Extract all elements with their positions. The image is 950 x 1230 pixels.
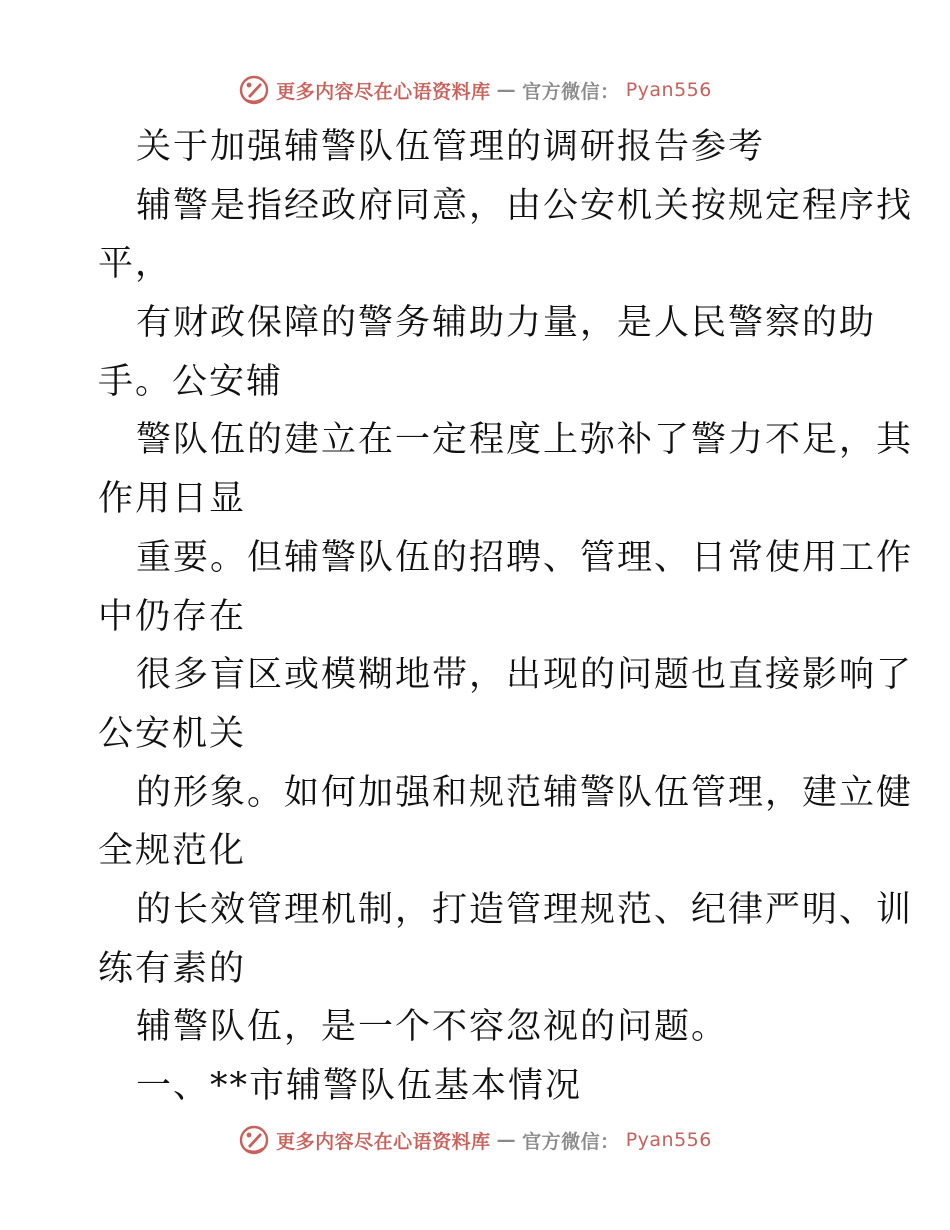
seal-logo-icon [238,74,270,106]
header-watermark [0,70,950,110]
text-line: 全规范化 [98,831,247,872]
section-heading: 一、**市辅警队伍基本情况 [136,1066,583,1106]
watermark-group [238,74,712,106]
text-line: 练有素的 [98,948,247,989]
watermark-wechat-id: Pyan556 [625,79,712,101]
text-line: 平， [98,244,173,285]
document-title: 关于加强辅警队伍管理的调研报告参考 [136,127,766,167]
text-line: 警队伍的建立在一定程度上弥补了警力不足，其 [136,420,914,461]
text-line: 辅警队伍，是一个不容忽视的问题。 [136,1007,729,1048]
text-line: 公安机关 [98,713,247,754]
watermark-brand: 更多内容尽在心语资料库 [276,80,491,103]
watermark-separator: — [496,1129,517,1151]
text-line: 中仍存在 [98,596,247,637]
watermark-wechat-id: Pyan556 [625,1129,712,1151]
watermark-brand: 更多内容尽在心语资料库 [276,1130,491,1153]
watermark-wechat-label: 官方微信： [522,80,620,103]
document-body [98,118,914,1116]
text-line: 手。公安辅 [98,361,284,402]
footer-watermark [0,1120,950,1160]
text-line: 辅警是指经政府同意，由公安机关按规定程序找 [136,185,914,226]
text-line: 作用日显 [98,479,247,520]
watermark-separator: — [496,79,517,101]
text-line: 重要。但辅警队伍的招聘、管理、日常使用工作 [136,537,914,578]
text-line: 的形象。如何加强和规范辅警队伍管理，建立健 [136,772,914,813]
watermark-wechat-label: 官方微信： [522,1130,620,1153]
seal-logo-icon [238,1124,270,1156]
watermark-group [238,1124,712,1156]
text-line: 有财政保障的警务辅助力量，是人民警察的助 [136,303,877,344]
text-line: 的长效管理机制，打造管理规范、纪律严明、训 [136,889,914,930]
text-line: 很多盲区或模糊地带，出现的问题也直接影响了 [136,655,914,696]
